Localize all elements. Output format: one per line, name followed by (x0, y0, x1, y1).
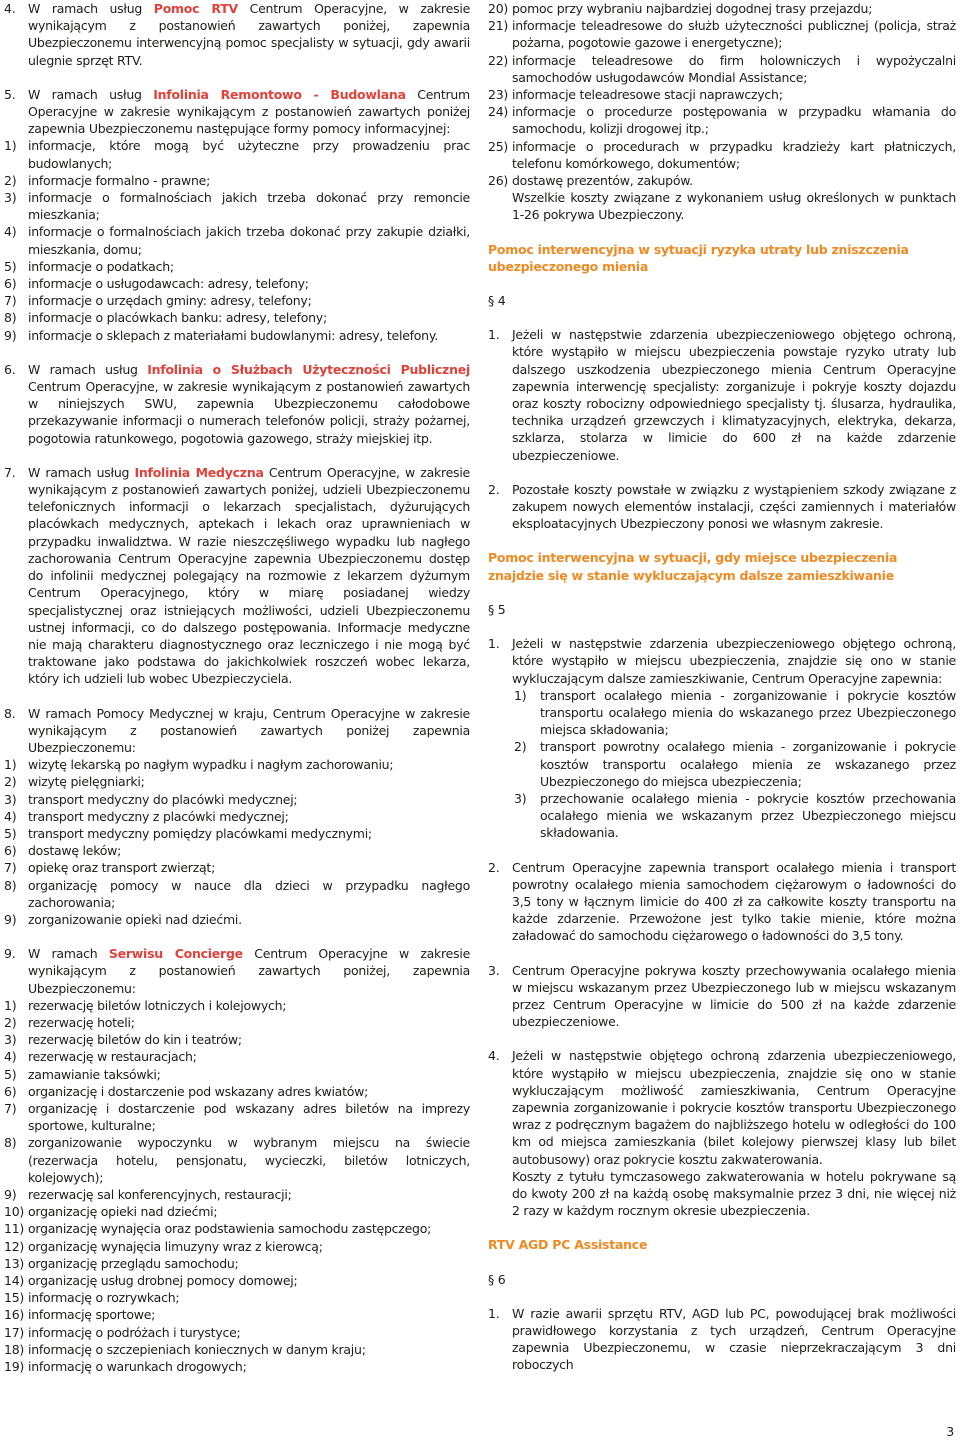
list-item-text: informację o szczepieniach koniecznych w danym kraju; (28, 1341, 366, 1357)
closing-note: Wszelkie koszty związane z wykonaniem usług określonych w punktach 1-26 pokrywa Ubezpieczony. (512, 190, 956, 223)
list-item-text: dostawę prezentów, zakupów. (512, 173, 693, 189)
list-item-number: 5) (4, 258, 17, 274)
paragraph-sign-6: § 6 (488, 1271, 506, 1287)
list-item-number: 12) (4, 1238, 25, 1254)
sec5-point-1-list (488, 687, 956, 842)
list-item-text: transport medyczny z placówki medycznej; (28, 808, 289, 824)
list-item (4, 275, 470, 292)
list-item-number: 3) (514, 790, 527, 806)
list-item-text: zorganizowanie opieki nad dziećmi. (28, 911, 242, 927)
list-item-text: zorganizowanie wypoczynku w wybranym miejscu na świecie (rezerwacja hotelu, pensjonatu, wycieczki, biletów lotniczych, kolejowych); (28, 1135, 470, 1185)
list-item (488, 687, 956, 739)
section-title-6: RTV AGD PC Assistance (488, 1237, 648, 1253)
list-item-text: rezerwację biletów lotniczych i kolejowych; (28, 997, 287, 1013)
list-item-number: 26) (488, 173, 509, 189)
point-number: 4. (4, 1, 16, 16)
list-item (4, 756, 470, 773)
list-item-text: informacje o formalnościach jakich trzeba dokonać przy zakupie działki, mieszkania, domu; (28, 224, 470, 257)
paragraph-sign-5: § 5 (488, 601, 506, 617)
list-item-text: informację sportowe; (28, 1307, 156, 1323)
list-item-number: 2) (4, 1014, 17, 1030)
list-item-number: 1) (4, 757, 17, 773)
list-item-number: 10) (4, 1204, 25, 1220)
list-item-text: informacje formalno - prawne; (28, 172, 211, 188)
point-8: 8. W ramach Pomocy Medycznej w kraju, Centrum Operacyjne w zakresie wynikającym z postanowień zawartych poniżej zapewnia Ubezpieczonemu: (4, 705, 470, 755)
list-item (4, 1255, 470, 1272)
list-item-text: organizację pomocy w nauce dla dzieci w przypadku nagłego zachorowania; (28, 877, 470, 910)
list-item (4, 1134, 470, 1186)
point-5: 5. W ramach usług Infolinia Remontowo - Budowlana Centrum Operacyjne w zakresie wynikającym z postanowień zawartych poniżej zapewnia Ubezpieczonemu następujące formy pomocy informacyjnej: (4, 86, 470, 137)
point-6: 6. W ramach usług Infolinia o Służbach Użyteczności Publicznej Centrum Operacyjne, w zakresie wynikającym z postanowień zawartych w niniejszych SWU, zapewnia Ubezpieczonemu całodobowe przekazywanie informacji o numerach telefonów policji, straży pożarnej, pogotowia ratunkowego, pogotowia gazowego, straży miejskiej itp. (4, 361, 470, 446)
list-item (4, 189, 470, 223)
point-number: 8. (4, 705, 16, 721)
list-item-text: przechowanie ocalałego mienia - pokrycie kosztów przechowania ocalałego mienia we wskazanym przez Ubezpieczonego miejscu składowania. (540, 790, 956, 841)
service-name: Infolinia o Służbach Użyteczności Publicznej (147, 361, 470, 377)
list-item-number: 8) (4, 1135, 17, 1151)
list-item-text: wizytę lekarską po nagłym wypadku i nagłym zachorowaniu; (28, 757, 394, 773)
list-item-number: 3) (4, 791, 17, 807)
sec5-point-2: 2. Centrum Operacyjne zapewnia transport ocalałego mienia i transport powrotny ocalałego mienia samochodem ciężarowym o ładowności do 3,5 tony w łącznym limicie do 400 zł za całkowite koszty transportu na każde zdarzenie. Przewożone jest tylko takie mienie, które można załadować do samochodu ciężarowego o ładowności do 3,5 tony. (488, 859, 956, 944)
list-item (4, 791, 470, 808)
list-item-text: organizację i dostarczenie pod wskazany adres kwiatów; (28, 1083, 369, 1099)
list-item-text: opiekę oraz transport zwierząt; (28, 860, 216, 876)
sec5-point-1: 1. Jeżeli w następstwie zdarzenia ubezpieczeniowego objętego ochroną, które wystąpiło w miejscu ubezpieczenia, znajdzie się ono w stanie wykluczającym dalsze zamieszkiwanie, Centrum Operacyjne zapewnia: (488, 636, 956, 686)
list-item-number: 23) (488, 87, 509, 103)
list-item (4, 309, 470, 326)
list-item-number: 9) (4, 327, 17, 343)
section-title-4: Pomoc interwencyjna w sytuacji ryzyka utraty lub zniszczenia ubezpieczonego mienia (488, 241, 909, 274)
list-item-text: rezerwację sal konferencyjnych, restauracji; (28, 1187, 292, 1202)
list-item-number: 4) (4, 808, 17, 824)
list-item-text: transport ocalałego mienia - zorganizowanie i pokrycie kosztów transportu ocalałego mienia do wskazanego przez Ubezpieczonego miejsca składowania; (540, 687, 956, 738)
point-number: 6. (4, 361, 16, 377)
point-5-list (4, 137, 470, 343)
list-item (4, 1048, 470, 1065)
list-item (4, 172, 470, 189)
service-name: Infolinia Medyczna (134, 464, 264, 480)
list-item-number: 24) (488, 104, 509, 120)
point-9: 9. W ramach Serwisu Concierge Centrum Operacyjne w zakresie wynikającym z postanowień zawartych poniżej, zapewnia Ubezpieczonemu: (4, 946, 471, 996)
list-item (488, 17, 956, 51)
list-item (4, 1358, 470, 1375)
list-item-text: informacje o usługodawcach: adresy, telefony; (28, 276, 309, 292)
point-7: 7. W ramach usług Infolinia Medyczna Centrum Operacyjne, w zakresie wynikającym z postanowień zawartych poniżej, udzieli Ubezpieczonemu telefonicznych informacji o lekarzach specjalistach, dyżurujących placówkach medycznych, aptekach i lekach oraz uprawnieniach w przypadku inwalidztwa. W razie nieszczęśliwego wypadku lub nagłego zachorowania Centrum Operacyjne zapewnia Ubezpieczonemu dostęp do infolinii medycznej polegający na rozmowie z lekarzem dyżurnym Centrum Operacyjnego, który w miarę posiadanej wiedzy specjalistycznej oraz istniejących możliwości, udzieli Ubezpieczonemu ustnej informacji, co do dalszego postępowania. Informacje medyczne nie mają charakteru diagnostycznego oraz leczniczego i nie mogą być traktowane jako podstawa do jakichkolwiek roszczeń wobec lekarza, który ich udzieli lub wobec Ubezpieczyciela. (4, 464, 470, 687)
list-item (4, 825, 470, 842)
list-item-number: 1) (4, 997, 17, 1013)
list-item-number: 4) (4, 224, 17, 240)
list-item (4, 1272, 470, 1289)
list-item-number: 20) (488, 1, 509, 16)
sec5-point-4-cont: Koszty z tytułu tymczasowego zakwaterowania w hotelu pokrywane są do kwoty 200 zł na każdą osobę maksymalnie przez 3 dni, nie więcej niż 2 razy w każdym rocznym okresie ubezpieczenia. (512, 1168, 956, 1219)
concierge-list-continued (488, 0, 956, 189)
list-item (488, 103, 956, 137)
right-column (488, 0, 956, 1374)
list-item-number: 2) (4, 774, 17, 790)
list-item-number: 2) (4, 172, 17, 188)
list-item (4, 137, 470, 171)
list-item-text: informacje o procedurze postępowania w przypadku włamania do samochodu, kolizji drogowej itp.; (512, 104, 956, 137)
list-item (4, 1306, 470, 1323)
list-item (4, 1014, 470, 1031)
list-item (4, 1203, 470, 1220)
list-item (4, 1083, 470, 1100)
list-item (4, 1220, 470, 1237)
point-8-list (4, 756, 470, 928)
list-item-text: informacje, które mogą być użyteczne przy prowadzeniu prac budowlanych; (28, 138, 470, 171)
list-item-number: 4) (4, 1049, 17, 1065)
list-item-text: informacje o procedurach w przypadku kradzieży kart płatniczych, telefonu komórkowego, dokumentów; (512, 138, 956, 171)
list-item (4, 1238, 470, 1255)
list-item (4, 1186, 470, 1203)
list-item-text: informacje o placówkach banku: adresy, telefony; (28, 310, 327, 326)
list-item-number: 18) (4, 1341, 25, 1357)
list-item-number: 3) (4, 190, 17, 206)
list-item (4, 1066, 470, 1083)
list-item-number: 1) (4, 138, 17, 154)
list-item-text: transport powrotny ocalałego mienia - zorganizowanie i pokrycie kosztów transportu ocalałego mienia ze wskazanego przez Ubezpieczonego do miejsca ubezpieczenia; (540, 739, 956, 789)
list-item-number: 9) (4, 1187, 17, 1202)
list-item-number: 5) (4, 1066, 17, 1082)
list-item (4, 292, 470, 309)
list-item (488, 0, 956, 17)
page-number: 3 (946, 1424, 954, 1439)
list-item (4, 223, 470, 257)
list-item-number: 5) (4, 825, 17, 841)
point-number: 5. (4, 86, 16, 102)
list-item (488, 138, 956, 172)
list-item (488, 790, 956, 842)
paragraph-sign-4: § 4 (488, 293, 506, 309)
service-name: Infolinia Remontowo - Budowlana (153, 86, 406, 102)
list-item-number: 2) (514, 739, 527, 755)
list-item-text: organizację przeglądu samochodu; (28, 1255, 239, 1271)
list-item-number: 11) (4, 1221, 25, 1237)
sec4-point-2: 2. Pozostałe koszty powstałe w związku z wystąpieniem szkody związane z zakupem nowych elementów instalacji, części zamiennych i materiałów eksploatacyjnych Ubezpieczony ponosi we własnym zakresie. (488, 481, 956, 532)
list-item-text: dostawę leków; (28, 843, 122, 859)
list-item-text: rezerwację hoteli; (28, 1014, 135, 1030)
list-item-number: 15) (4, 1290, 25, 1306)
list-item-text: informacje o podatkach; (28, 258, 174, 274)
list-item-text: rezerwację biletów do kin i teatrów; (28, 1032, 242, 1048)
left-column (4, 0, 470, 1375)
list-item (488, 86, 956, 103)
list-item-text: informacje o urzędach gminy: adresy, telefony; (28, 293, 312, 309)
list-item-text: organizację usług drobnej pomocy domowej; (28, 1273, 298, 1289)
list-item-text: zamawianie taksówki; (28, 1066, 161, 1082)
list-item-text: informacje teleadresowe do służb użyteczności publicznej (policja, straż pożarna, pogotowie gazowe i energetyczne); (512, 18, 956, 51)
list-item-number: 7) (4, 860, 17, 876)
list-item-text: informację o warunkach drogowych; (28, 1359, 247, 1375)
list-item-number: 1) (514, 687, 527, 703)
list-item-number: 25) (488, 138, 509, 154)
list-item-text: informacje teleadresowe do firm holowniczych i wypożyczalni samochodów usługodawców Mondial Assistance; (512, 52, 956, 85)
list-item (488, 738, 956, 790)
list-item-number: 8) (4, 310, 17, 326)
list-item (488, 172, 956, 189)
service-name: Pomoc RTV (153, 1, 238, 16)
list-item (4, 258, 470, 275)
list-item-number: 13) (4, 1255, 25, 1271)
list-item (4, 773, 470, 790)
list-item (4, 859, 470, 876)
list-item-text: pomoc przy wybraniu najbardziej dogodnej trasy przejazdu; (512, 1, 873, 16)
list-item (4, 1289, 470, 1306)
list-item-text: organizację wynajęcia limuzyny wraz z kierowcą; (28, 1238, 323, 1254)
list-item (4, 1324, 470, 1341)
service-name: Serwisu Concierge (108, 946, 243, 962)
list-item-text: informację o rozrywkach; (28, 1290, 180, 1306)
list-item-text: organizację opieki nad dziećmi; (28, 1204, 218, 1220)
list-item-number: 7) (4, 1100, 17, 1116)
list-item (4, 877, 470, 911)
sec5-point-4: 4. Jeżeli w następstwie objętego ochroną zdarzenia ubezpieczeniowego, które wystąpiło w miejscu ubezpieczenia, znajdzie się ono w stanie wykluczającym możliwość zamieszkiwania, Centrum Operacyjne zapewnia zorganizowanie i pokrycie kosztów transportu Ubezpieczonego wraz z podręcznym bagażem do najbliższego hotelu w odległości do 100 km od miejsca zamieszkania (bilet kolejowy pierwszej klasy lub bilet autobusowy) oraz pokrycie kosztu zakwaterowania. (488, 1048, 956, 1167)
list-item (4, 911, 470, 928)
point-number: 9. (4, 946, 16, 962)
list-item-number: 6) (4, 843, 17, 859)
list-item-number: 9) (4, 911, 17, 927)
list-item-text: informacje teleadresowe stacji naprawczych; (512, 87, 783, 103)
list-item-text: informacje o formalnościach jakich trzeba dokonać przy remoncie mieszkania; (28, 190, 470, 223)
list-item-text: organizację i dostarczenie pod wskazany adres biletów na imprezy sportowe, kulturalne; (28, 1100, 470, 1134)
list-item (4, 1031, 470, 1048)
list-item (4, 842, 470, 859)
list-item-number: 22) (488, 52, 509, 68)
list-item-number: 14) (4, 1273, 25, 1289)
list-item-text: informacje o sklepach z materiałami budowlanymi: adresy, telefony. (28, 327, 438, 343)
list-item-number: 6) (4, 1083, 17, 1099)
list-item-text: wizytę pielęgniarki; (28, 774, 145, 790)
sec6-point-1: 1. W razie awarii sprzętu RTV, AGD lub PC, powodującej brak możliwości prawidłowego korzystania z tych urządzeń, Centrum Operacyjne zapewnia Ubezpieczonemu, w czasie nieprzekraczającym 3 dni roboczych (488, 1305, 956, 1373)
list-item-text: transport medyczny do placówki medycznej; (28, 791, 298, 807)
list-item (488, 52, 956, 86)
list-item-text: informację o podróżach i turystyce; (28, 1324, 241, 1340)
list-item-number: 8) (4, 877, 17, 893)
list-item-number: 7) (4, 293, 17, 309)
list-item-number: 3) (4, 1032, 17, 1048)
sec4-point-1: 1. Jeżeli w następstwie zdarzenia ubezpieczeniowego objętego ochroną, które wystąpiło w miejscu ubezpieczenia powstaje ryzyko utraty lub dalszego uszkodzenia ubezpieczonego mienia Centrum Operacyjne zapewnia interwencję specjalisty: zorganizuje i pokryje koszty dojazdu oraz koszty robocizny odpowiedniego specjalisty tj. ślusarza, hydraulika, technika urządzeń grzewczych i klimatyzacyjnych, elektryka, dekarza, szklarza, stolarza w limicie do 600 zł na każde zdarzenie ubezpieczeniowe. (488, 327, 956, 463)
point-number: 7. (4, 464, 16, 480)
section-title-5: Pomoc interwencyjna w sytuacji, gdy miejsce ubezpieczenia znajdzie się w stanie wykluczającym dalsze zamieszkiwanie (488, 550, 898, 583)
list-item-text: organizację wynajęcia oraz podstawienia samochodu zastępczego; (28, 1221, 432, 1237)
list-item-number: 19) (4, 1359, 25, 1375)
list-item (4, 1341, 470, 1358)
list-item-text: transport medyczny pomiędzy placówkami medycznymi; (28, 825, 372, 841)
list-item-number: 16) (4, 1307, 25, 1323)
sec5-point-3: 3. Centrum Operacyjne pokrywa koszty przechowywania ocalałego mienia w miejscu wskazanym przez Ubezpieczonego lub w miejscu wskazanym przez Centrum Operacyjne w limicie do 500 zł na każde zdarzenie ubezpieczeniowe. (488, 962, 956, 1030)
point-4: 4. W ramach usług Pomoc RTV Centrum Operacyjne, w zakresie wynikającym z postanowień zawartych poniżej, zapewnia Ubezpieczonemu interwencyjną pomoc specjalisty w sytuacji, gdy awarii ulegnie sprzęt RTV. (4, 1, 471, 68)
list-item (4, 808, 470, 825)
list-item (4, 327, 470, 344)
list-item (4, 997, 470, 1014)
list-item-number: 17) (4, 1324, 25, 1340)
list-item-number: 21) (488, 18, 509, 34)
list-item-number: 6) (4, 276, 17, 292)
list-item-text: rezerwację w restauracjach; (28, 1049, 197, 1065)
point-9-list (4, 997, 470, 1375)
list-item (4, 1100, 470, 1134)
